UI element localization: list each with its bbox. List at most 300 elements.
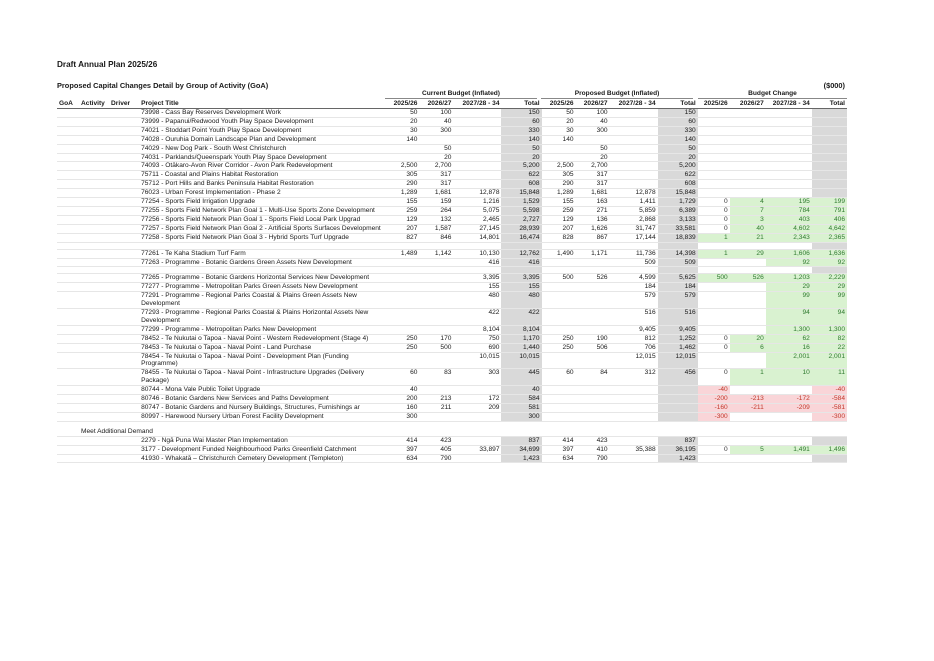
cur-value-cell: 8,104 bbox=[501, 325, 541, 334]
chg-value-cell bbox=[812, 135, 847, 144]
chg-value-cell: 94 bbox=[812, 309, 847, 326]
pro-value-cell: 12,015 bbox=[658, 352, 698, 369]
chg-value-cell bbox=[766, 135, 812, 144]
chg-value-cell bbox=[730, 135, 766, 144]
spacer-cell bbox=[419, 242, 453, 249]
cur-value-cell: 213 bbox=[419, 395, 453, 404]
spacer-cell bbox=[79, 242, 109, 249]
table-row bbox=[57, 274, 847, 283]
chg-value-cell: 5 bbox=[730, 445, 766, 454]
pro-value-cell: 20 bbox=[542, 117, 576, 126]
chg-value-cell: 0 bbox=[698, 334, 730, 343]
pro-value-cell bbox=[542, 144, 576, 153]
col-current-y3: 2027/28 - 34 bbox=[453, 99, 501, 109]
cur-value-cell: 12,762 bbox=[501, 249, 541, 258]
chg-value-cell: -209 bbox=[766, 404, 812, 413]
chg-value-cell: 11 bbox=[812, 369, 847, 386]
cur-value-cell bbox=[419, 412, 453, 421]
capital-changes-table bbox=[57, 99, 847, 463]
chg-value-cell bbox=[812, 189, 847, 198]
goa-cell bbox=[57, 109, 79, 118]
pro-value-cell bbox=[542, 386, 576, 395]
pro-value-cell: 155 bbox=[542, 198, 576, 207]
goa-cell bbox=[57, 325, 79, 334]
pro-value-cell: 516 bbox=[658, 309, 698, 326]
cur-value-cell bbox=[419, 325, 453, 334]
col-change-y2: 2026/27 bbox=[730, 99, 766, 109]
table-row bbox=[57, 215, 847, 224]
project-title-cell: 75711 - Coastal and Plains Habitat Restoration bbox=[139, 171, 385, 180]
driver-cell bbox=[109, 436, 139, 445]
pro-value-cell: 305 bbox=[542, 171, 576, 180]
cur-value-cell: 405 bbox=[419, 445, 453, 454]
chg-value-cell: 1,496 bbox=[812, 445, 847, 454]
table-row bbox=[57, 386, 847, 395]
activity-cell bbox=[79, 215, 109, 224]
goa-cell bbox=[57, 153, 79, 162]
table-header-row bbox=[57, 99, 847, 109]
chg-value-cell bbox=[766, 162, 812, 171]
cur-value-cell: 10,130 bbox=[453, 249, 501, 258]
cur-value-cell: 50 bbox=[501, 144, 541, 153]
pro-value-cell: 35,388 bbox=[610, 445, 658, 454]
activity-cell bbox=[79, 224, 109, 233]
goa-cell bbox=[57, 189, 79, 198]
driver-cell bbox=[109, 343, 139, 352]
chg-value-cell bbox=[730, 171, 766, 180]
cur-value-cell bbox=[419, 283, 453, 292]
chg-value-cell: 0 bbox=[698, 445, 730, 454]
cur-value-cell: 1,216 bbox=[453, 198, 501, 207]
cur-value-cell bbox=[453, 412, 501, 421]
pro-value-cell: 15,848 bbox=[658, 189, 698, 198]
table-row bbox=[57, 153, 847, 162]
chg-value-cell: 0 bbox=[698, 343, 730, 352]
chg-value-cell bbox=[698, 325, 730, 334]
chg-value-cell bbox=[698, 109, 730, 118]
goa-cell bbox=[57, 454, 79, 463]
pro-value-cell: 330 bbox=[658, 126, 698, 135]
chg-value-cell bbox=[730, 144, 766, 153]
cur-value-cell: 2,700 bbox=[419, 162, 453, 171]
cur-value-cell bbox=[453, 180, 501, 189]
table-row bbox=[57, 171, 847, 180]
pro-value-cell bbox=[610, 117, 658, 126]
chg-value-cell: 791 bbox=[812, 206, 847, 215]
cur-value-cell: 397 bbox=[385, 445, 419, 454]
cur-value-cell: 317 bbox=[419, 180, 453, 189]
pro-value-cell: 867 bbox=[576, 233, 610, 242]
col-current-total: Total bbox=[501, 99, 541, 109]
goa-cell bbox=[57, 404, 79, 413]
goa-cell bbox=[57, 258, 79, 267]
pro-value-cell: 5,200 bbox=[658, 162, 698, 171]
chg-value-cell bbox=[766, 144, 812, 153]
spacer-cell bbox=[109, 267, 139, 274]
cur-value-cell: 305 bbox=[385, 171, 419, 180]
chg-value-cell bbox=[698, 283, 730, 292]
pro-value-cell: 1,626 bbox=[576, 224, 610, 233]
activity-cell bbox=[79, 258, 109, 267]
project-title-cell: 77257 - Sports Field Network Plan Goal 2 - Artificial Sports Surfaces Development bbox=[139, 224, 385, 233]
spacer-cell bbox=[501, 267, 541, 274]
chg-value-cell: 500 bbox=[698, 274, 730, 283]
table-row bbox=[57, 395, 847, 404]
chg-value-cell: -160 bbox=[698, 404, 730, 413]
pro-value-cell bbox=[610, 454, 658, 463]
cur-value-cell: 480 bbox=[453, 292, 501, 309]
pro-value-cell: 509 bbox=[658, 258, 698, 267]
pro-value-cell: 579 bbox=[658, 292, 698, 309]
pro-value-cell bbox=[542, 153, 576, 162]
pro-value-cell: 5,859 bbox=[610, 206, 658, 215]
cur-value-cell bbox=[419, 309, 453, 326]
pro-value-cell: 1,729 bbox=[658, 198, 698, 207]
chg-value-cell: 99 bbox=[812, 292, 847, 309]
col-change-y1: 2025/26 bbox=[698, 99, 730, 109]
spacer-cell bbox=[658, 242, 698, 249]
pro-value-cell bbox=[610, 171, 658, 180]
cur-value-cell: 160 bbox=[385, 404, 419, 413]
cur-value-cell: 60 bbox=[385, 369, 419, 386]
driver-cell bbox=[109, 224, 139, 233]
goa-cell bbox=[57, 171, 79, 180]
cur-value-cell: 250 bbox=[385, 343, 419, 352]
spacer-cell bbox=[610, 267, 658, 274]
cur-value-cell: 1,587 bbox=[419, 224, 453, 233]
chg-value-cell bbox=[730, 180, 766, 189]
cur-value-cell: 422 bbox=[453, 309, 501, 326]
section-spacer bbox=[57, 421, 79, 436]
activity-cell bbox=[79, 334, 109, 343]
pro-value-cell: 31,747 bbox=[610, 224, 658, 233]
pro-value-cell: 9,405 bbox=[610, 325, 658, 334]
cur-value-cell: 846 bbox=[419, 233, 453, 242]
driver-cell bbox=[109, 325, 139, 334]
cur-value-cell bbox=[419, 135, 453, 144]
activity-cell bbox=[79, 395, 109, 404]
pro-value-cell: 2,700 bbox=[576, 162, 610, 171]
pro-value-cell: 516 bbox=[610, 309, 658, 326]
driver-cell bbox=[109, 180, 139, 189]
activity-cell bbox=[79, 233, 109, 242]
project-title-cell: 77263 - Programme - Botanic Gardens Green Assets New Development bbox=[139, 258, 385, 267]
col-goa: GoA bbox=[57, 99, 79, 109]
cur-value-cell: 20 bbox=[419, 153, 453, 162]
chg-value-cell bbox=[766, 180, 812, 189]
driver-cell bbox=[109, 334, 139, 343]
driver-cell bbox=[109, 352, 139, 369]
chg-value-cell bbox=[766, 171, 812, 180]
spacer-cell bbox=[139, 267, 385, 274]
pro-value-cell: 397 bbox=[542, 445, 576, 454]
spacer-cell bbox=[385, 242, 419, 249]
goa-cell bbox=[57, 412, 79, 421]
chg-value-cell: -300 bbox=[812, 412, 847, 421]
goa-cell bbox=[57, 117, 79, 126]
project-title-cell: 3177 - Development Funded Neighbourhood Parks Greenfield Catchment bbox=[139, 445, 385, 454]
cur-value-cell: 155 bbox=[385, 198, 419, 207]
pro-value-cell: 410 bbox=[576, 445, 610, 454]
table-row bbox=[57, 309, 847, 326]
pro-value-cell: 837 bbox=[658, 436, 698, 445]
table-row bbox=[57, 117, 847, 126]
pro-value-cell bbox=[542, 292, 576, 309]
chg-value-cell bbox=[766, 454, 812, 463]
project-title-cell: 73999 - Papanui/Redwood Youth Play Space Development bbox=[139, 117, 385, 126]
table-row bbox=[57, 454, 847, 463]
pro-value-cell bbox=[610, 412, 658, 421]
chg-value-cell: 0 bbox=[698, 198, 730, 207]
cur-value-cell: 2,727 bbox=[501, 215, 541, 224]
cur-value-cell: 170 bbox=[419, 334, 453, 343]
pro-value-cell bbox=[542, 404, 576, 413]
pro-value-cell bbox=[610, 386, 658, 395]
activity-cell bbox=[79, 292, 109, 309]
cur-value-cell: 2,465 bbox=[453, 215, 501, 224]
project-title-cell: 78455 - Te Nukutai o Tapoa - Naval Point - Infrastructure Upgrades (Delivery Package) bbox=[139, 369, 385, 386]
driver-cell bbox=[109, 117, 139, 126]
pro-value-cell: 812 bbox=[610, 334, 658, 343]
cur-value-cell: 330 bbox=[501, 126, 541, 135]
cur-value-cell bbox=[419, 258, 453, 267]
col-current-y1: 2025/26 bbox=[385, 99, 419, 109]
activity-cell bbox=[79, 189, 109, 198]
table-body bbox=[57, 109, 847, 463]
proposed-budget-header: Proposed Budget (Inflated) bbox=[541, 90, 693, 99]
goa-cell bbox=[57, 386, 79, 395]
pro-value-cell: 317 bbox=[576, 180, 610, 189]
chg-value-cell: 4,642 bbox=[812, 224, 847, 233]
cur-value-cell: 317 bbox=[419, 171, 453, 180]
chg-value-cell bbox=[730, 325, 766, 334]
pro-value-cell: 271 bbox=[576, 206, 610, 215]
activity-cell bbox=[79, 126, 109, 135]
driver-cell bbox=[109, 274, 139, 283]
section-title: Meet Additional Demand bbox=[79, 421, 847, 436]
driver-cell bbox=[109, 198, 139, 207]
goa-cell bbox=[57, 283, 79, 292]
col-project-title: Project Title bbox=[139, 99, 385, 109]
col-activity: Activity bbox=[79, 99, 109, 109]
cur-value-cell: 83 bbox=[419, 369, 453, 386]
chg-value-cell bbox=[730, 189, 766, 198]
cur-value-cell: 12,878 bbox=[453, 189, 501, 198]
pro-value-cell: 30 bbox=[542, 126, 576, 135]
chg-value-cell: -581 bbox=[812, 404, 847, 413]
project-title-cell: 77291 - Programme - Regional Parks Coastal & Plains Green Assets New Development bbox=[139, 292, 385, 309]
cur-value-cell bbox=[453, 386, 501, 395]
chg-value-cell bbox=[766, 126, 812, 135]
pro-value-cell: 50 bbox=[576, 144, 610, 153]
cur-value-cell: 1,529 bbox=[501, 198, 541, 207]
project-title-cell: 80744 - Mona Vale Public Toilet Upgrade bbox=[139, 386, 385, 395]
project-title-cell: 2279 - Ngā Puna Wai Master Plan Implementation bbox=[139, 436, 385, 445]
chg-value-cell bbox=[730, 309, 766, 326]
cur-value-cell: 20 bbox=[385, 117, 419, 126]
pro-value-cell: 608 bbox=[658, 180, 698, 189]
chg-value-cell bbox=[698, 454, 730, 463]
cur-value-cell: 1,423 bbox=[501, 454, 541, 463]
cur-value-cell: 264 bbox=[419, 206, 453, 215]
pro-value-cell: 300 bbox=[576, 126, 610, 135]
pro-value-cell bbox=[542, 258, 576, 267]
table-row bbox=[57, 233, 847, 242]
pro-value-cell: 2,868 bbox=[610, 215, 658, 224]
cur-value-cell: 10,015 bbox=[501, 352, 541, 369]
table-row bbox=[57, 343, 847, 352]
pro-value-cell: 33,581 bbox=[658, 224, 698, 233]
pro-value-cell: 36,195 bbox=[658, 445, 698, 454]
cur-value-cell bbox=[453, 153, 501, 162]
driver-cell bbox=[109, 135, 139, 144]
pro-value-cell: 12,878 bbox=[610, 189, 658, 198]
cur-value-cell: 1,170 bbox=[501, 334, 541, 343]
activity-cell bbox=[79, 198, 109, 207]
project-title-cell: 78452 - Te Nukutai o Tapoa - Naval Point - Western Redevelopment (Stage 4) bbox=[139, 334, 385, 343]
goa-cell bbox=[57, 369, 79, 386]
chg-value-cell: 10 bbox=[766, 369, 812, 386]
pro-value-cell bbox=[542, 395, 576, 404]
cur-value-cell: 480 bbox=[501, 292, 541, 309]
driver-cell bbox=[109, 369, 139, 386]
goa-cell bbox=[57, 343, 79, 352]
driver-cell bbox=[109, 412, 139, 421]
pro-value-cell: 1,681 bbox=[576, 189, 610, 198]
project-title-cell: 77256 - Sports Field Network Plan Goal 1 - Sports Field Local Park Upgrad bbox=[139, 215, 385, 224]
chg-value-cell bbox=[812, 153, 847, 162]
goa-cell bbox=[57, 162, 79, 171]
chg-value-cell: 199 bbox=[812, 198, 847, 207]
cur-value-cell bbox=[419, 352, 453, 369]
pro-value-cell: 9,405 bbox=[658, 325, 698, 334]
pro-value-cell: 526 bbox=[576, 274, 610, 283]
cur-value-cell: 150 bbox=[501, 109, 541, 118]
project-title-cell: 80997 - Harewood Nursery Urban Forest Facility Development bbox=[139, 412, 385, 421]
chg-value-cell: 195 bbox=[766, 198, 812, 207]
activity-cell bbox=[79, 454, 109, 463]
goa-cell bbox=[57, 224, 79, 233]
cur-value-cell bbox=[453, 162, 501, 171]
pro-value-cell: 136 bbox=[576, 215, 610, 224]
cur-value-cell: 140 bbox=[385, 135, 419, 144]
driver-cell bbox=[109, 171, 139, 180]
chg-value-cell bbox=[698, 144, 730, 153]
pro-value-cell: 414 bbox=[542, 436, 576, 445]
pro-value-cell: 100 bbox=[576, 109, 610, 118]
project-title-cell: 77293 - Programme - Regional Parks Coastal & Plains Horizontal Assets New Development bbox=[139, 309, 385, 326]
activity-cell bbox=[79, 117, 109, 126]
activity-cell bbox=[79, 309, 109, 326]
driver-cell bbox=[109, 126, 139, 135]
cur-value-cell: 300 bbox=[385, 412, 419, 421]
chg-value-cell bbox=[812, 109, 847, 118]
table-row bbox=[57, 198, 847, 207]
pro-value-cell bbox=[576, 309, 610, 326]
cur-value-cell: 5,598 bbox=[501, 206, 541, 215]
project-title-cell: 77265 - Programme - Botanic Gardens Horizontal Services New Development bbox=[139, 274, 385, 283]
table-row bbox=[57, 162, 847, 171]
table-row bbox=[57, 206, 847, 215]
pro-value-cell bbox=[658, 412, 698, 421]
col-change-total: Total bbox=[812, 99, 847, 109]
spacer-cell bbox=[419, 267, 453, 274]
pro-value-cell: 250 bbox=[542, 343, 576, 352]
chg-value-cell bbox=[730, 352, 766, 369]
driver-cell bbox=[109, 249, 139, 258]
cur-value-cell bbox=[385, 258, 419, 267]
activity-cell bbox=[79, 171, 109, 180]
goa-cell bbox=[57, 274, 79, 283]
pro-value-cell: 4,599 bbox=[610, 274, 658, 283]
cur-value-cell: 500 bbox=[419, 343, 453, 352]
spacer-row bbox=[57, 267, 847, 274]
driver-cell bbox=[109, 258, 139, 267]
pro-value-cell: 20 bbox=[658, 153, 698, 162]
driver-cell bbox=[109, 309, 139, 326]
pro-value-cell bbox=[542, 352, 576, 369]
chg-value-cell bbox=[766, 153, 812, 162]
table-row bbox=[57, 249, 847, 258]
chg-value-cell: 0 bbox=[698, 206, 730, 215]
cur-value-cell: 445 bbox=[501, 369, 541, 386]
pro-value-cell: 184 bbox=[610, 283, 658, 292]
pro-value-cell: 60 bbox=[658, 117, 698, 126]
goa-cell bbox=[57, 198, 79, 207]
chg-value-cell bbox=[698, 258, 730, 267]
pro-value-cell: 3,133 bbox=[658, 215, 698, 224]
chg-value-cell: -40 bbox=[698, 386, 730, 395]
table-row bbox=[57, 334, 847, 343]
budget-change-header: Budget Change bbox=[698, 90, 847, 99]
cur-value-cell: 414 bbox=[385, 436, 419, 445]
chg-value-cell bbox=[766, 109, 812, 118]
pro-value-cell: 509 bbox=[610, 258, 658, 267]
table-row bbox=[57, 369, 847, 386]
cur-value-cell: 1,440 bbox=[501, 343, 541, 352]
units-label: ($000) bbox=[823, 81, 845, 90]
spacer-cell bbox=[453, 242, 501, 249]
cur-value-cell: 211 bbox=[419, 404, 453, 413]
cur-value-cell: 422 bbox=[501, 309, 541, 326]
chg-value-cell: 0 bbox=[698, 224, 730, 233]
chg-value-cell bbox=[730, 162, 766, 171]
goa-cell bbox=[57, 436, 79, 445]
cur-value-cell: 300 bbox=[419, 126, 453, 135]
project-title-cell: 77258 - Sports Field Network Plan Goal 3 - Hybrid Sports Turf Upgrade bbox=[139, 233, 385, 242]
chg-value-cell bbox=[730, 292, 766, 309]
driver-cell bbox=[109, 283, 139, 292]
activity-cell bbox=[79, 412, 109, 421]
cur-value-cell: 581 bbox=[501, 404, 541, 413]
spacer-cell bbox=[501, 242, 541, 249]
pro-value-cell: 622 bbox=[658, 171, 698, 180]
cur-value-cell bbox=[385, 144, 419, 153]
cur-value-cell: 634 bbox=[385, 454, 419, 463]
activity-cell bbox=[79, 283, 109, 292]
project-title-cell: 74029 - New Dog Park - South West Christchurch bbox=[139, 144, 385, 153]
spacer-cell bbox=[730, 242, 766, 249]
cur-value-cell: 60 bbox=[501, 117, 541, 126]
chg-value-cell: 526 bbox=[730, 274, 766, 283]
pro-value-cell: 1,171 bbox=[576, 249, 610, 258]
chg-value-cell: 29 bbox=[812, 283, 847, 292]
chg-value-cell bbox=[730, 412, 766, 421]
cur-value-cell: 827 bbox=[385, 233, 419, 242]
goa-cell bbox=[57, 445, 79, 454]
col-current-y2: 2026/27 bbox=[419, 99, 453, 109]
cur-value-cell: 159 bbox=[419, 198, 453, 207]
